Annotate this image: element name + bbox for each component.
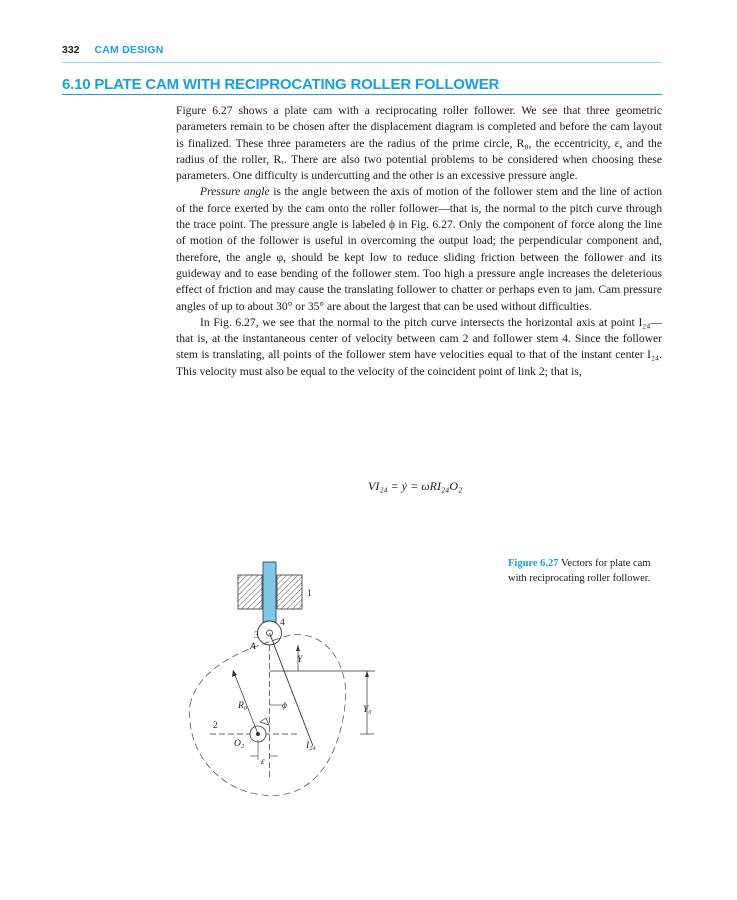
label-y: Y [297, 655, 303, 665]
cam-key [260, 718, 269, 725]
label-phi: ϕ [282, 701, 287, 711]
cam-pitch-curve [190, 635, 346, 796]
label-y0: Y₀ [363, 705, 372, 715]
y-arrow-up [296, 645, 300, 651]
paragraph-3: In Fig. 6.27, we see that the normal to the pitch curve intersects the horizontal axis at point I₂₄—that is, at the instantaneous center of velocity between cam 2 and follower stem 4. Since the follower stem is translating, all points of the follower stem have velocities equal to that of the instant center I₂₄. This velocity must also be equal to the velocity of the coincident point of link 2; that is, [176, 315, 662, 378]
normal-line [270, 633, 314, 746]
label-r0: R₀ [238, 701, 248, 711]
label-point-a: A [250, 642, 256, 652]
caption-text: Vectors for plate cam with reciprocating roller follower. [508, 558, 651, 584]
paragraph-2 [176, 184, 662, 314]
figure-caption [508, 557, 668, 586]
paragraph-1: Figure 6.27 shows a plate cam with a reciprocating roller follower. We see that three geometric parameters remain to be chosen after the displacement diagram is completed and before the cam layout is finalized. These three parameters are the radius of the prime circle, R₀, the eccentricity, ε, and the radius of the roller, Rᵣ. There are also two potential problems to be considered when choosing these parameters. One difficulty is undercutting and the other is an excessive pressure angle. [176, 104, 662, 183]
label-o2: O₂ [234, 739, 245, 749]
body-text [176, 103, 662, 380]
guide-block-left [238, 575, 262, 609]
caption-label: Figure 6.27 [508, 558, 559, 569]
y0-arrow-up [365, 671, 369, 677]
label-link-2: 2 [213, 721, 218, 731]
label-i24: I₂₄ [306, 741, 316, 751]
r0-arrow [232, 670, 237, 677]
paragraph-2-text: is the angle between the axis of motion of the follower stem and the line of action of the force exerted by the cam onto the roller follower—that is, the normal to the pitch curve through the trace point. The pressure angle is labeled ϕ in Fig. 6.27. Only the component of force along the line of motion of the follower is useful in overcoming the output load; the perpendicular component and, therefore, the angle φ, should be kept low to reduce sliding friction between the follower and its guideway and to ease bending of the follower stem. Too high a pressure angle increases the deleterious effect of friction and may cause the translating follower to chatter or perhaps even to jam. Cam pressure angles of up to about 30° or 35° are about the largest that can be used without difficulties. [176, 185, 662, 313]
running-head [62, 44, 662, 63]
guide-block-right [277, 575, 302, 609]
figure-6-27 [170, 550, 370, 810]
velocity-equation: VI₂₄ = ẏ = ωRI₂₄O₂ [368, 479, 463, 493]
pressure-angle-term: Pressure angle [200, 185, 270, 199]
label-link-3: 3 [254, 631, 259, 641]
page-number: 332 [62, 44, 80, 56]
running-head-section: CAM DESIGN [94, 44, 164, 56]
label-link-1: 1 [307, 589, 312, 599]
label-link-4: 4 [280, 618, 285, 628]
label-epsilon: ε [261, 757, 265, 767]
section-title: 6.10 PLATE CAM WITH RECIPROCATING ROLLER FOLLOWER [62, 76, 662, 95]
